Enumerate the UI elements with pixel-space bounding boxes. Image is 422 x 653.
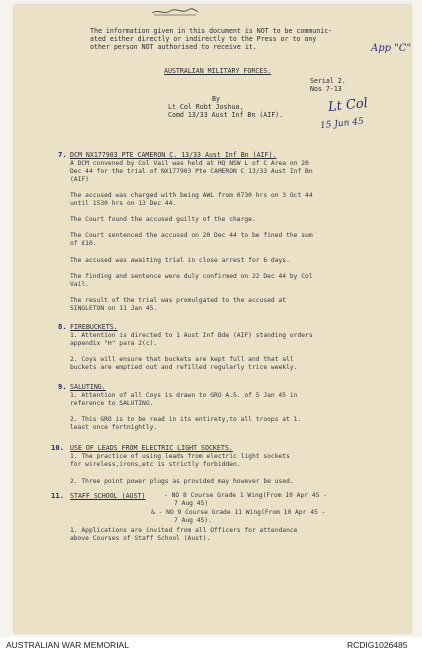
para-7-line: Dec 44 for the trial of NX177903 Pte CAMERON C 13/33 Aust Inf Bn [70,168,313,175]
para-8-heading: FIREBUCKETS. [70,323,118,331]
para-7-line: The result of the trial was promulgated to the accused at [70,297,287,304]
para-9-line: least once fortnightly. [70,424,158,431]
para-8-line: 1. Attention is directed to 1 Aust Inf Bde (AIF) standing orders [70,332,313,339]
archive-footer [0,637,422,653]
para-7-line: (AIF) [70,176,89,183]
para-9-line: 1. Attention of all Coys is drawn to GRO A.5. of 5 Jan 45 in [70,392,298,399]
para-11-line: & - NO 9 Course Grade 11 Wing(From 10 Apr 45 - [151,509,326,516]
para-8-line: appendix "H" para 2(c). [70,340,158,347]
appendix-note: App "C" [371,43,411,54]
para-7-line: The finding and sentence were duly confirmed on 22 Dec 44 by Col [70,273,313,280]
para-9-number: 9. [58,382,67,391]
para-10-line: 1. The practice of using leads from electric light sockets [70,453,290,460]
para-7-line: A DCM convened by Col Vail was held at HQ NSW L of C Area on 20 [70,160,309,167]
para-9-line: reference to SALUTING. [70,400,154,407]
para-7-heading: DCM NX177903 PTE CAMERON C. 13/33 Aust Inf Bn (AIF). [70,151,277,159]
para-7-line: The Court found the accused guilty of the charge. [70,216,256,223]
notice-line-2: ated either directly or indirectly to the Press or to any [90,35,317,43]
para-11-line: 1. Applications are invited from all Officers for attendance [70,527,298,534]
para-8-number: 8. [58,322,67,331]
signature: Lt Col [327,95,369,116]
footer-source: AUSTRALIAN WAR MEMORIAL [6,640,129,650]
pencil-scribble [150,7,200,17]
para-9-heading: SALUTING. [70,383,106,391]
para-7-line: Vail. [70,281,89,288]
para-7-line: of £10. [70,240,97,247]
para-11-number: 11. [51,491,64,500]
signature-date: 15 Jun 45 [319,116,365,132]
para-10-number: 10. [51,443,64,452]
serial-numbers: Nos 7-13 [310,85,342,93]
by-label: By [212,95,220,103]
serial-label: Serial 2. [310,77,346,85]
para-7-line: The accused was awaiting trial in close arrest for 6 days. [70,257,290,264]
author-name: Lt Col Robt Joshua, [168,103,244,111]
para-7-line: The Court sentenced the accused on 20 Dec 44 to be fined the sum [70,232,313,239]
document-title: AUSTRALIAN MILITARY FORCES. [164,67,272,75]
para-7-line: SINGLETON on 11 Jan 45. [70,305,158,312]
para-9-line: 2. This GRO is to be read in its entirety,to all troops at 1. [70,416,302,423]
author-command: Comd 13/33 Aust Inf Bn (AIF). [168,111,284,119]
notice-line-1: The information given in this document is NOT to be communic- [90,27,333,35]
notice-line-3: other person NOT authorised to receive it. [90,43,257,51]
para-11-line: above Courses of Staff School (Aust). [70,535,211,542]
para-7-line: The accused was charged with being AWL from 0730 hrs on 3 Oct 44 [70,192,313,199]
para-10-heading: USE OF LEADS FROM ELECTRIC LIGHT SOCKETS. [70,444,233,452]
footer-id: RCDIG1026485 [347,640,408,650]
para-10-line: for wireless,irons,etc is strictly forbidden. [70,461,241,468]
para-8-line: buckets are emptied out and refilled regularly trice weekly. [70,364,298,371]
para-10-line: 2. Three point power plugs as provided may however be used. [70,478,294,485]
para-8-line: 2. Coys will ensure that buckets are kept full and that all [70,356,294,363]
para-11-line: - NO 8 Course Grade 1 Wing(From 10 Apr 45 - [164,492,328,499]
para-7-number: 7. [58,150,67,159]
para-11-line: 7 Aug 45) [174,500,209,507]
document-page [14,5,411,633]
para-7-line: until 1530 hrs on 13 Dec 44. [70,200,177,207]
para-11-heading: STAFF SCHOOL (AUST) [70,492,146,500]
para-11-line: 7 Aug 45). [174,517,212,524]
